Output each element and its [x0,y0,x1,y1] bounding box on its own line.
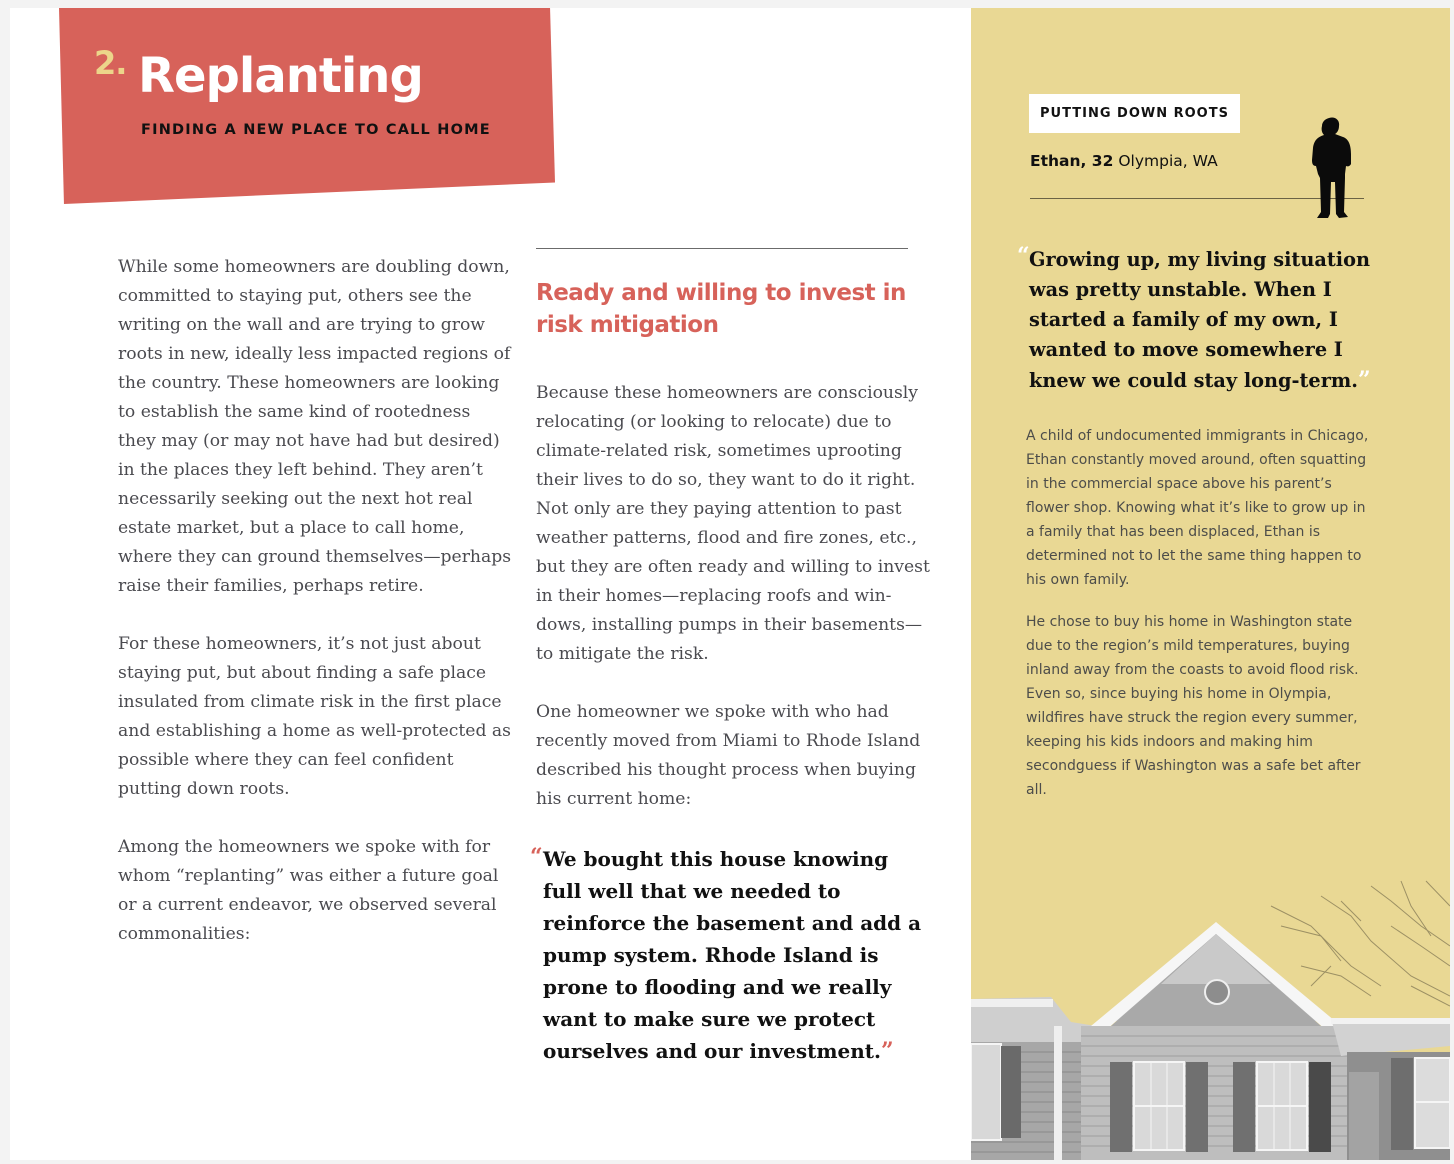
section-divider [536,248,908,249]
section-title-banner [59,8,555,204]
finding-heading: Ready and willing to invest in risk mitigation [536,280,906,338]
intro-paragraph-3: Among the homeowners we spoke with for whom “replanting” was either a future goal or a current endeavor, we observed several commonalities: [118,837,499,944]
tree-branches-icon [1271,881,1450,1006]
finding-paragraph-2: One homeowner we spoke with who had recently moved from Miami to Rhode Island described his thought process when buying his current home: [536,702,921,809]
profile-tag: PUTTING DOWN ROOTS [1029,94,1240,133]
profile-sidebar [971,8,1450,1160]
open-quote-mark: “ [530,844,543,870]
finding-column [530,248,931,1067]
intro-paragraph-2: For these homeowners, it’s not just about staying put, but about finding a safe place insulated from climate risk in the first place and establishing a home as well-protected as possible where they can feel confident putting down roots. [118,634,512,799]
bio-paragraph-2: He chose to buy his home in Washington state due to the region’s mild temperatures, buying inland away from the coasts to avoid flood risk. Even so, since buying his home in Olympia, wildfires have struck the region every summer, keeping his kids indoors and making him secondguess if Washington was a safe bet after all. [1026,614,1361,798]
intro-column [118,253,513,978]
section-title: Replanting [138,48,423,104]
close-quote-mark: ” [881,1038,894,1064]
profile-quote-text: Growing up, my living situation was pretty unstable. When I started a family of my own, I wanted to move somewhere I knew we could stay long-term. [1029,248,1370,392]
open-quote-mark: “ [1017,243,1030,269]
house-photo [971,866,1450,1160]
person-name-age: Ethan, 32 [1030,152,1114,170]
profile-bio [1026,424,1376,820]
person-silhouette-icon [1309,116,1355,220]
section-number: 2. [94,44,127,82]
person-location: Olympia, WA [1118,152,1218,170]
profile-person [1030,152,1218,170]
close-quote-mark: ” [1357,367,1371,393]
intro-paragraph-1: While some homeowners are doubling down, committed to staying put, others see the writing on the wall and are trying to grow roots in new, ideally less impacted regions of the country. These homeowners are looking to establish the same kind of rootedness they may (or may not have had but desired) in the places they left behind. They aren’t necessarily seeking out the next hot real estate market, but a place to call home, where they can ground themselves—perhaps raise their families, perhaps retire. [118,257,512,596]
profile-quote [1017,243,1374,396]
section-subtitle: FINDING A NEW PLACE TO CALL HOME [141,122,491,138]
report-page [10,8,1450,1160]
bio-paragraph-1: A child of undocumented immigrants in Chicago, Ethan constantly moved around, often squatting in the commercial space above his parent’s flower shop. Knowing what it’s like to grow up in a family that has been displaced, Ethan is determined not to let the same thing happen to his own family. [1026,428,1369,588]
finding-paragraph-1: Because these homeowners are consciously relocating (or looking to relocate) due to climate-related risk, sometimes uprooting their lives to do so, they want to do it right. Not only are they paying attention to past weather patterns, flood and fire zones, etc., but they are often ready and willing to invest in their homes—replacing roofs and windows, installing pumps in their basements—to mitigate the risk. [536,383,930,664]
pull-quote-text: We bought this house knowing full well that we needed to reinforce the basement and add a pump system. Rhode Island is prone to flooding and we really want to make sure we protect ourselves and our investment. [543,847,922,1063]
pull-quote [530,843,931,1067]
